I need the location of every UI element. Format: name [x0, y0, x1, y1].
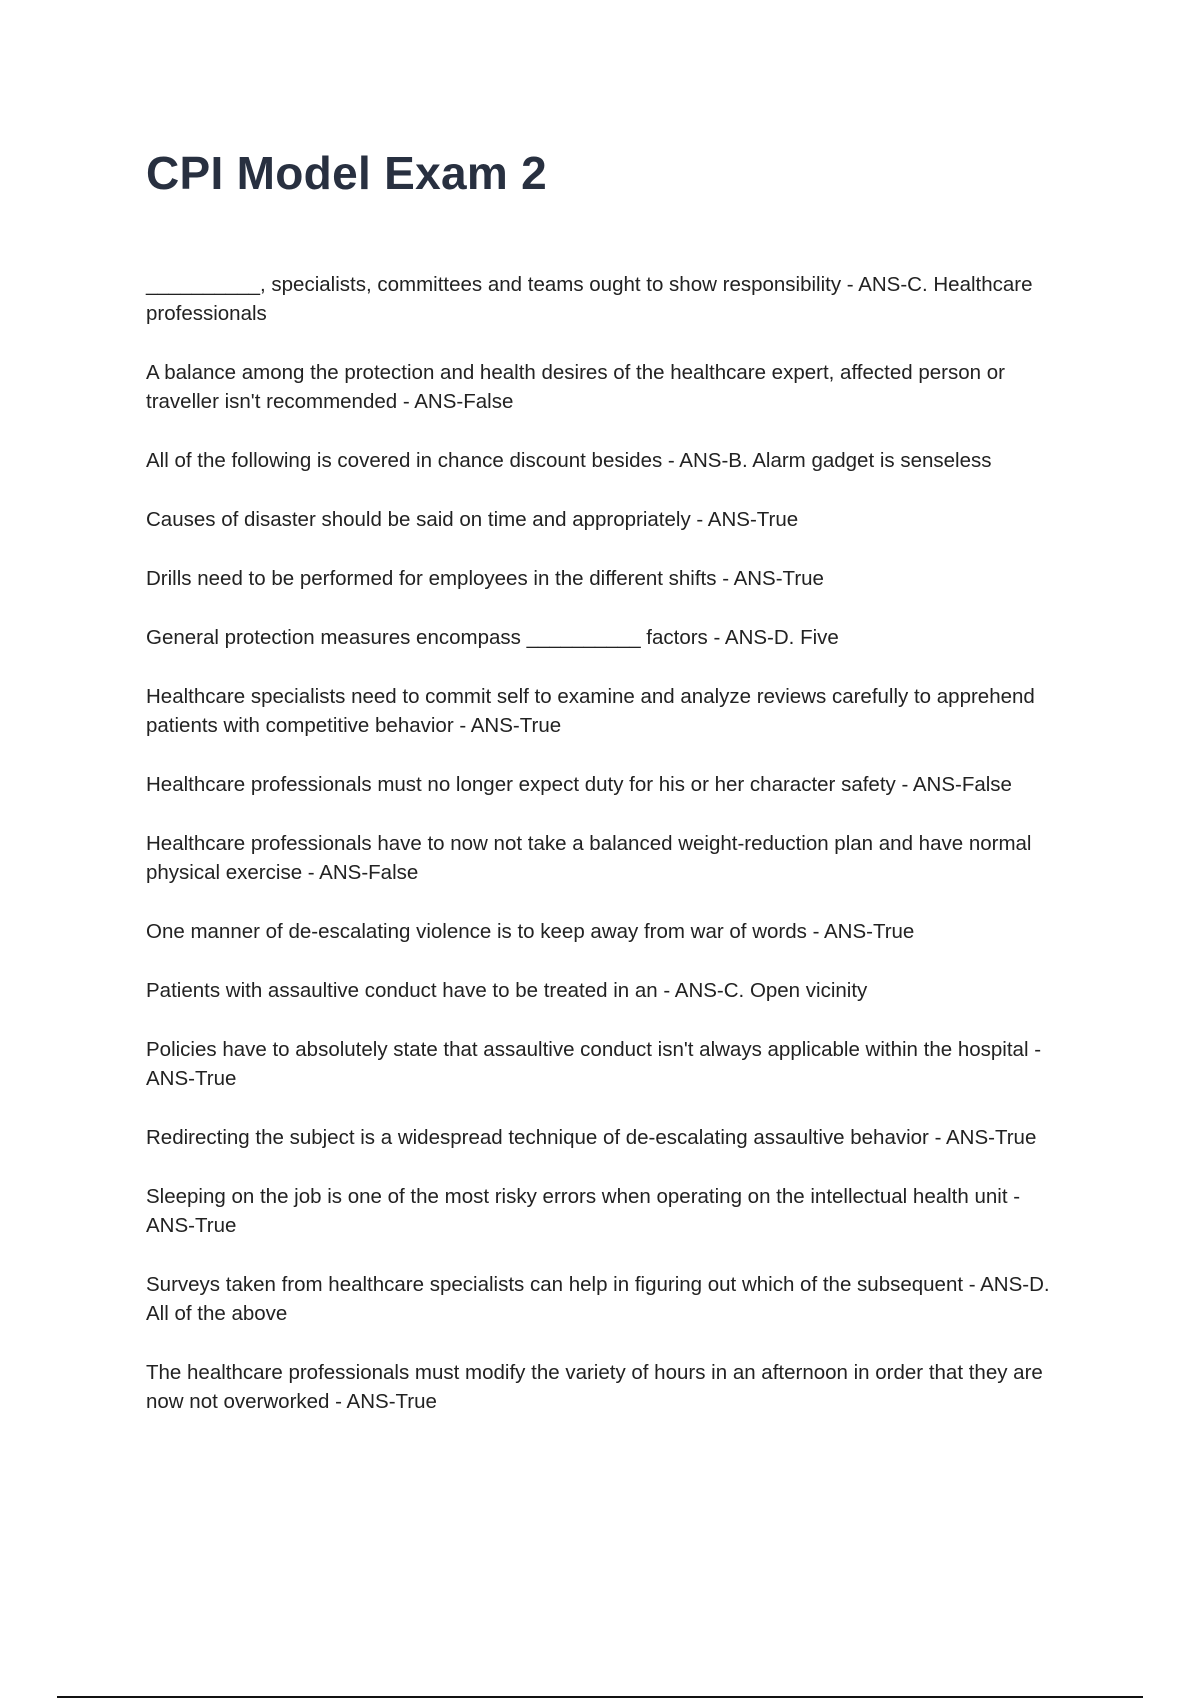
- qa-item: Patients with assaultive conduct have to be treated in an - ANS-C. Open vicinity: [146, 979, 868, 1002]
- qa-item: General protection measures encompass __________ factors - ANS-D. Five: [146, 626, 839, 649]
- qa-item: All of the following is covered in chance discount besides - ANS-B. Alarm gadget is senseless: [146, 449, 992, 472]
- qa-item: Healthcare specialists need to commit self to examine and analyze reviews carefully to apprehend patients with competitive behavior - ANS-True: [146, 685, 1035, 737]
- qa-item: A balance among the protection and health desires of the healthcare expert, affected person or traveller isn't recommended - ANS-False: [146, 361, 1005, 413]
- qa-item: The healthcare professionals must modify the variety of hours in an afternoon in order that they are now not overworked - ANS-True: [146, 1361, 1043, 1413]
- qa-item: Healthcare professionals must no longer expect duty for his or her character safety - ANS-False: [146, 773, 1012, 796]
- qa-item: Causes of disaster should be said on time and appropriately - ANS-True: [146, 508, 799, 531]
- page-title: CPI Model Exam 2: [146, 147, 548, 199]
- qa-item: Redirecting the subject is a widespread technique of de-escalating assaultive behavior - ANS-True: [146, 1126, 1037, 1149]
- question-answer-list: [146, 270, 1066, 1446]
- qa-item: Healthcare professionals have to now not take a balanced weight-reduction plan and have normal physical exercise - ANS-False: [146, 832, 1032, 884]
- qa-item: __________, specialists, committees and teams ought to show responsibility - ANS-C. Healthcare professionals: [146, 273, 1033, 325]
- qa-item: Sleeping on the job is one of the most risky errors when operating on the intellectual health unit - ANS-True: [146, 1185, 1021, 1237]
- qa-item: Policies have to absolutely state that assaultive conduct isn't always applicable within the hospital - ANS-True: [146, 1038, 1042, 1090]
- qa-item: One manner of de-escalating violence is to keep away from war of words - ANS-True: [146, 920, 915, 943]
- qa-item: Drills need to be performed for employees in the different shifts - ANS-True: [146, 567, 824, 590]
- footer-divider: [57, 1696, 1143, 1698]
- qa-item: Surveys taken from healthcare specialists can help in figuring out which of the subsequent - ANS-D. All of the above: [146, 1273, 1050, 1325]
